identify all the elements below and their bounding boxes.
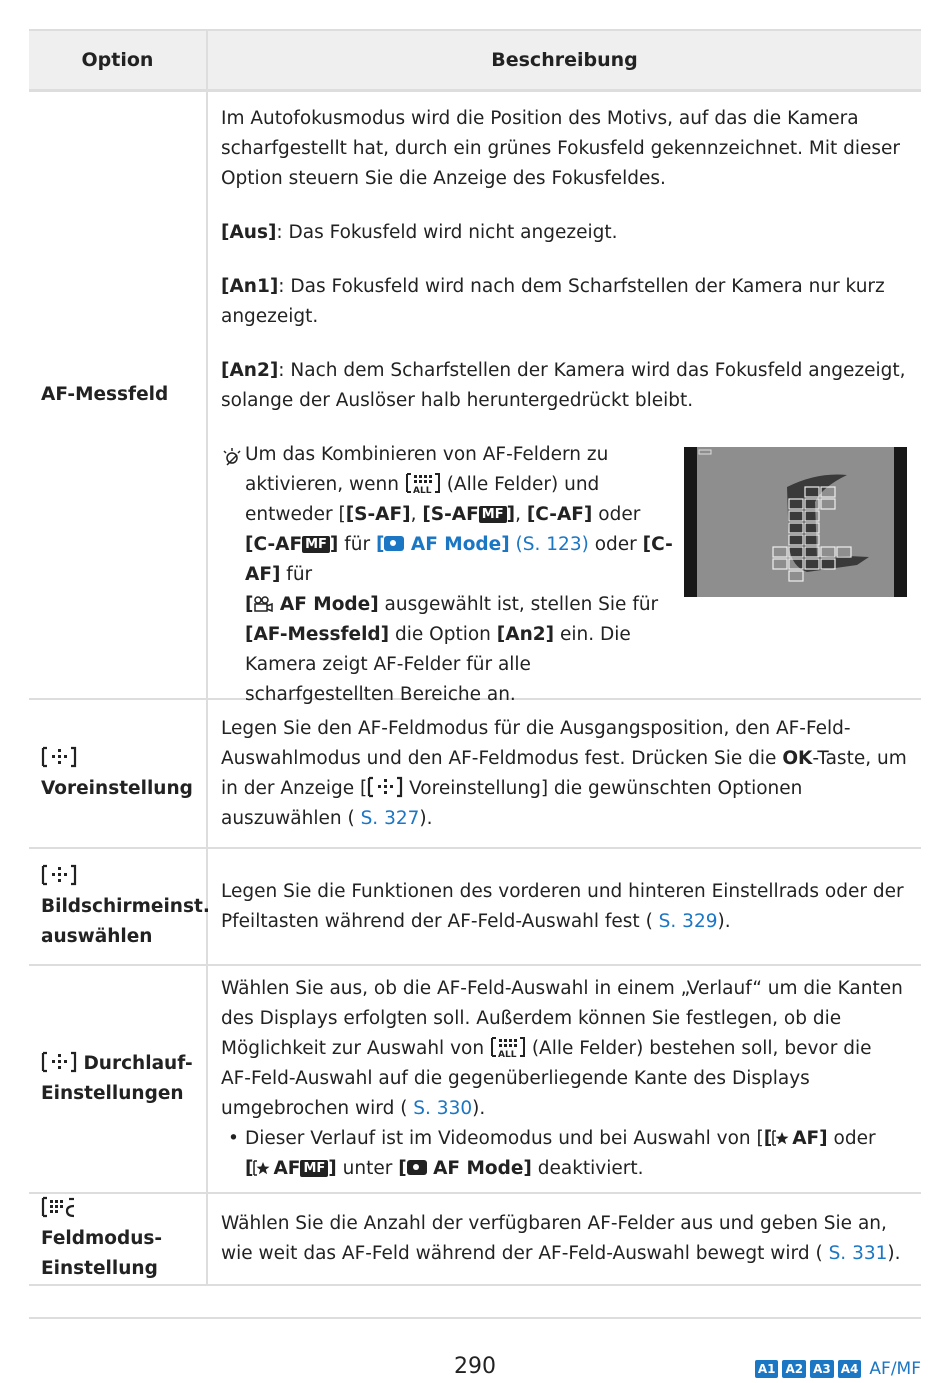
table-header-row bbox=[29, 30, 921, 91]
camera-icon bbox=[384, 536, 404, 551]
table-row-voreinstellung bbox=[29, 699, 921, 848]
tip-block bbox=[221, 440, 907, 705]
row-label-feldmodus: Feldmodus-Einstellung bbox=[29, 1193, 207, 1285]
af-target-bracket-icon bbox=[41, 864, 77, 886]
star-af-icon bbox=[253, 1160, 273, 1176]
af-messfeld-an1: [An1]: Das Fokusfeld wird nach dem Scharfstellen der Kamera nur kurz angezeigt. bbox=[221, 276, 885, 327]
badge-a4: A4 bbox=[838, 1360, 862, 1378]
footer-divider bbox=[29, 1317, 921, 1319]
af-mode-link[interactable]: [ AF Mode] bbox=[376, 534, 510, 555]
af-target-bracket-icon bbox=[41, 746, 77, 768]
options-table bbox=[29, 29, 921, 1286]
badge-a2: A2 bbox=[782, 1360, 806, 1378]
header-description: Beschreibung bbox=[207, 30, 921, 91]
section-label: AF/MF bbox=[869, 1359, 921, 1379]
row-desc-af-messfeld bbox=[207, 91, 921, 705]
row-label-voreinstellung: Voreinstellung bbox=[29, 699, 207, 848]
af-target-bracket-icon bbox=[41, 1051, 77, 1073]
header-option: Option bbox=[29, 30, 207, 91]
tip-text: Um das Kombinieren von AF-Feldern zu aktivieren, wenn ALL (Alle Felder) und entweder [[S-AF], [S-AF MF ], [C-AF] oder [C-AF MF ] für [ AF Mode] (S. 123) oder [C-AF] für [ AF Mode] ausgewählt ist, stellen Sie für [AF-Messfeld] die Option [An2] ein. Die Kamera zeigt AF-Felder für alle scharfgestellten Bereiche an. bbox=[245, 444, 673, 705]
badge-a1: A1 bbox=[755, 1360, 779, 1378]
row-desc-durchlauf bbox=[207, 965, 921, 1193]
row-desc-voreinstellung: Legen Sie den AF-Feldmodus für die Ausgangsposition, den AF-Feld-Auswahlmodus und den AF-Feldmodus fest. Drücken Sie die OK-Taste, um in der Anzeige [ Voreinstellung] die gewünschten Optionen auszuwählen ( S. 327). bbox=[207, 699, 921, 848]
page-link-123[interactable]: (S. 123) bbox=[509, 534, 589, 555]
table-row-bildschirmeinst bbox=[29, 848, 921, 965]
page-link-329[interactable]: S. 329 bbox=[652, 910, 718, 932]
mf-badge: MF bbox=[479, 506, 507, 523]
table-row-durchlauf bbox=[29, 965, 921, 1193]
svg-text:ALL: ALL bbox=[497, 1050, 517, 1058]
row-desc-bildschirmeinst: Legen Sie die Funktionen des vorderen und hinteren Einstellrads oder der Pfeiltasten während der AF-Feld-Auswahl fest ( S. 329). bbox=[207, 848, 921, 965]
page-link-327[interactable]: S. 327 bbox=[354, 807, 420, 829]
page-link-331[interactable]: S. 331 bbox=[822, 1243, 888, 1264]
af-messfeld-an2: [An2]: Nach dem Scharfstellen der Kamera wird das Fokusfeld angezeigt, solange der Auslöser halb heruntergedrückt bleibt. bbox=[221, 360, 906, 411]
row-label-af-messfeld: AF-Messfeld bbox=[29, 91, 207, 700]
table-row-af-messfeld bbox=[29, 91, 921, 700]
durchlauf-bullet: • Dieser Verlauf ist im Videomodus und bei Auswahl von [[ AF] oder [ AF MF ] unter [ AF Mode] deaktiviert. bbox=[221, 1124, 907, 1184]
af-target-bracket-icon bbox=[367, 776, 403, 798]
all-targets-icon bbox=[490, 1036, 526, 1058]
footer-badges bbox=[755, 1359, 921, 1379]
all-targets-icon bbox=[405, 472, 441, 494]
video-icon bbox=[253, 596, 273, 612]
target-mode-icon bbox=[41, 1196, 77, 1218]
badge-a3: A3 bbox=[810, 1360, 834, 1378]
page-link-330[interactable]: S. 330 bbox=[407, 1098, 473, 1119]
af-messfeld-intro: Im Autofokusmodus wird die Position des Motivs, auf das die Kamera scharfgestellt hat, durch ein grünes Fokusfeld gekennzeichnet. Mit dieser Option steuern Sie die Anzeige des Fokusfeldes. bbox=[221, 108, 901, 189]
page-number: 290 bbox=[454, 1354, 496, 1379]
mf-badge: MF bbox=[302, 536, 330, 553]
row-label-durchlauf: Durchlauf-Einstellungen bbox=[29, 965, 207, 1193]
svg-text:ALL: ALL bbox=[412, 486, 432, 494]
table-row-feldmodus bbox=[29, 1193, 921, 1285]
mf-badge: MF bbox=[300, 1160, 328, 1177]
star-af-icon bbox=[772, 1130, 792, 1146]
bird-with-af-targets-illustration bbox=[697, 447, 894, 597]
row-desc-feldmodus: Wählen Sie die Anzahl der verfügbaren AF-Felder aus und geben Sie an, wie weit das AF-Feld während der AF-Feld-Auswahl bewegt wird ( S. 331). bbox=[207, 1193, 921, 1285]
row-label-bildschirmeinst: Bildschirmeinst. auswählen bbox=[29, 848, 207, 965]
camera-icon bbox=[407, 1160, 427, 1175]
tip-icon bbox=[221, 446, 243, 468]
durchlauf-text: Wählen Sie aus, ob die AF-Feld-Auswahl in einem „Verlauf“ um die Kanten des Displays erfolgten soll. Außerdem können Sie festlegen, ob die Möglichkeit zur Auswahl von ALL (Alle Felder) bestehen soll, bevor die AF-Feld-Auswahl auf die gegenüberliegende Kante des Displays umgebrochen wird ( S. 330). bbox=[221, 978, 903, 1119]
af-messfeld-aus: [Aus]: Das Fokusfeld wird nicht angezeigt. bbox=[221, 222, 618, 243]
af-targets-screen-image bbox=[684, 447, 907, 597]
